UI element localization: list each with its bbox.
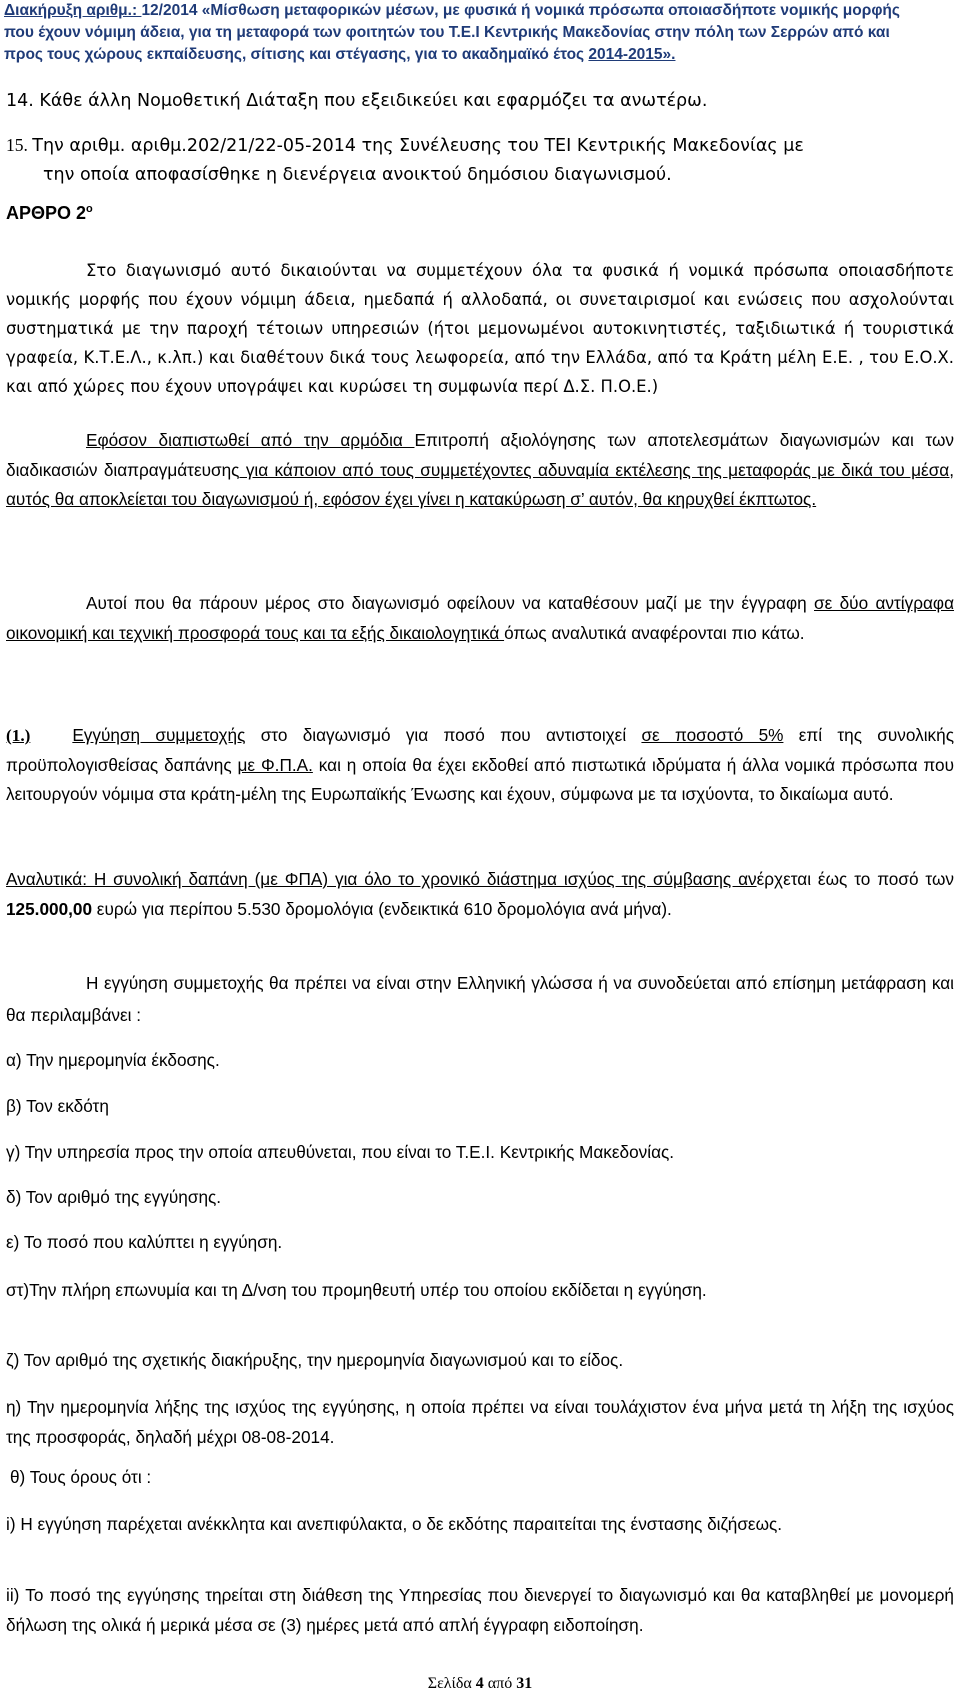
paragraph-exclusion	[6, 426, 954, 515]
header-line-2: που έχουν νόμιμη άδεια, για τη μεταφορά των φοιτητών του Τ.Ε.Ι Κεντρικής Μακεδονίας στην πόλη των Σερρών από και	[4, 24, 890, 41]
list-item-z: ζ) Τον αριθμό της σχετικής διακήρυξης, την ημερομηνία διαγωνισμού και το είδος.	[6, 1350, 624, 1370]
exclusion-committee: Επιτροπή αξιολόγησης των αποτελεσμάτων διαγωνισμών και των διαδικασιών διαπραγμάτευσης	[6, 430, 954, 480]
paragraph-guarantee	[6, 721, 954, 810]
footer-page-total: 31	[516, 1675, 533, 1692]
article-title-text: ΑΡΘΡΟ 2	[6, 203, 87, 223]
legal-item-15-line-1	[6, 131, 954, 161]
submission-text: Αυτοί που θα πάρουν μέρος στο διαγωνισμό οφείλουν να καταθέσουν μαζί με την έγγραφη	[86, 593, 814, 613]
guarantee-text-1: στο διαγωνισμό για ποσό που αντιστοιχεί	[245, 725, 642, 745]
header-line-1	[4, 0, 954, 22]
paragraph-analysis	[6, 865, 954, 924]
header-year: 2014-2015».	[588, 46, 676, 63]
guarantee-title: Εγγύηση συμμετοχής	[72, 725, 246, 745]
list-item-c: γ) Την υπηρεσία προς την οποία απευθύνεται, που είναι το Τ.Ε.Ι. Κεντρικής Μακεδονίας.	[6, 1142, 675, 1162]
guarantee-text-2: επί της συνολικής προϋπολογισθείσας δαπάνης	[6, 725, 954, 775]
analysis-text: έρχεται έως το ποσό των	[756, 869, 954, 889]
article-title-sup: ο	[86, 203, 93, 215]
submission-end: όπως αναλυτικά αναφέρονται πιο κάτω.	[504, 622, 805, 643]
legal-item-15-number: 15.	[6, 135, 33, 155]
guarantee-number: (1.)	[6, 726, 31, 745]
list-item-i: i) Η εγγύηση παρέχεται ανέκκλητα και ανεπιφύλακτα, ο δε εκδότης παραιτείται της ένστασης διζήσεως.	[6, 1514, 783, 1534]
guarantee-vat: με Φ.Π.Α.	[237, 754, 313, 775]
header-title: 12/2014 «Μίσθωση μεταφορικών μέσων, με φυσικά ή νομικά πρόσωπα οποιασδήποτε νομικής μορφής	[141, 2, 900, 19]
list-item-a: α) Την ημερομηνία έκδοσης.	[6, 1050, 220, 1070]
legal-item-15	[6, 131, 954, 189]
paragraph-eligibility: Στο διαγωνισμό αυτό δικαιούνται να συμμετέχουν όλα τα φυσικά ή νομικά πρόσωπα οποιασδήποτε νομικής μορφής που έχουν νόμιμη άδεια, ημεδαπά ή αλλοδαπά, οι συνεταιρισμοί και ενώσεις που ασχολούνται συστηματικά με την παροχή τέτοιων υπηρεσιών (ήτοι μεμονωμένοι αυτοκινητιστές, ταξιδιωτικά ή τουριστικά γραφεία, Κ.Τ.Ε.Λ., κ.λπ.) και διαθέτουν δικά τους λεωφορεία, από την Ελλάδα, από τα Κράτη μέλη Ε.Ε. , του Ε.Ο.Χ. και από χώρες που έχουν υπογράψει και κυρώσει τη συμφωνία περί Δ.Σ. Π.Ο.Ε.)	[6, 261, 954, 396]
document-header	[4, 0, 954, 66]
analysis-underlined: Αναλυτικά: Η συνολική δαπάνη (με ΦΠΑ) για όλο το χρονικό διάστημα ισχύος της σύμβασης αν	[6, 869, 757, 889]
legal-item-14: 14. Κάθε άλλη Νομοθετική Διάταξη που εξειδικεύει και εφαρμόζει τα ανωτέρω.	[6, 91, 708, 111]
guarantee-text-3: και η οποία θα έχει εκδοθεί από πιστωτικά ιδρύματα ή άλλα νομικά πρόσωπα που λειτουργούν νόμιμα στα κράτη-μέλη της Ευρωπαϊκής Ένωσης και έχουν, σύμφωνα με τα ισχύοντα, το δικαίωμα αυτό.	[6, 754, 954, 804]
header-label: Διακήρυξη αριθμ.:	[4, 2, 142, 19]
header-line-3-text: προς τους χώρους εκπαίδευσης, σίτισης και στέγασης, για το ακαδημαϊκό έτος	[4, 46, 589, 63]
list-item-th: θ) Τους όρους ότι :	[10, 1467, 152, 1487]
exclusion-underlined-start: Εφόσον διαπιστωθεί από την αρμόδια	[86, 430, 415, 450]
list-item-h: η) Την ημερομηνία λήξης της ισχύος της εγγύησης, η οποία πρέπει να είναι τουλάχιστον ένα μήνα μετά τη λήξη της ισχύος της προσφοράς, δηλαδή μέχρι 08-08-2014.	[6, 1397, 954, 1447]
legal-item-15-line-2: την οποία αποφασίσθηκε η διενέργεια ανοικτού δημόσιου διαγωνισμού.	[43, 164, 672, 185]
exclusion-underlined-end: για κάποιον από τους συμμετέχοντες αδυναμία εκτέλεσης της μεταφοράς με δικά του μέσα, αυτός θα αποκλείεται του διαγωνισμού ή, εφόσον έχει γίνει η κατακύρωση σ’ αυτόν, θα κηρυχθεί έκπτωτος.	[6, 459, 955, 509]
paragraph-submission	[6, 589, 954, 648]
list-item-e: ε) Το ποσό που καλύπτει η εγγύηση.	[6, 1232, 283, 1252]
analysis-amount: 125.000,00	[6, 898, 93, 919]
footer-prefix: Σελίδα	[427, 1675, 476, 1692]
footer-mid: από	[483, 1675, 517, 1692]
article-title	[6, 203, 93, 224]
submission-underlined: σε δύο αντίγραφα οικονομική και τεχνική προσφορά τους και τα εξής δικαιολογητικά	[6, 593, 955, 643]
list-item-st: στ)Την πλήρη επωνυμία και τη Δ/νση του προμηθευτή υπέρ του οποίου εκδίδεται η εγγύηση.	[6, 1280, 707, 1300]
paragraph-guarantee-language: Η εγγύηση συμμετοχής θα πρέπει να είναι στην Ελληνική γλώσσα ή να συνοδεύεται από επίσημη μετάφραση και θα περιλαμβάνει :	[6, 973, 954, 1025]
list-item-ii: ii) Το ποσό της εγγύησης τηρείται στη διάθεση της Υπηρεσίας που διενεργεί το διαγωνισμό και θα καταβληθεί με μονομερή δήλωση της ολικά ή μερικά μέσα σε (3) ημέρες μετά από απλή έγγραφη ειδοποίηση.	[6, 1585, 954, 1635]
list-item-d: δ) Τον αριθμό της εγγύησης.	[6, 1187, 222, 1207]
list-item-b: β) Τον εκδότη	[6, 1096, 109, 1116]
guarantee-percentage: σε ποσοστό 5%	[641, 725, 784, 745]
page-footer	[0, 1675, 960, 1693]
analysis-end: ευρώ για περίπου 5.530 δρομολόγια (ενδεικτικά 610 δρομολόγια ανά μήνα).	[92, 898, 672, 919]
footer-page-number: 4	[475, 1675, 484, 1692]
header-line-3	[4, 44, 954, 66]
legal-item-15-text: Την αριθμ. αριθμ.202/21/22-05-2014 της Συνέλευσης του ΤΕΙ Κεντρικής Μακεδονίας με	[32, 136, 804, 156]
